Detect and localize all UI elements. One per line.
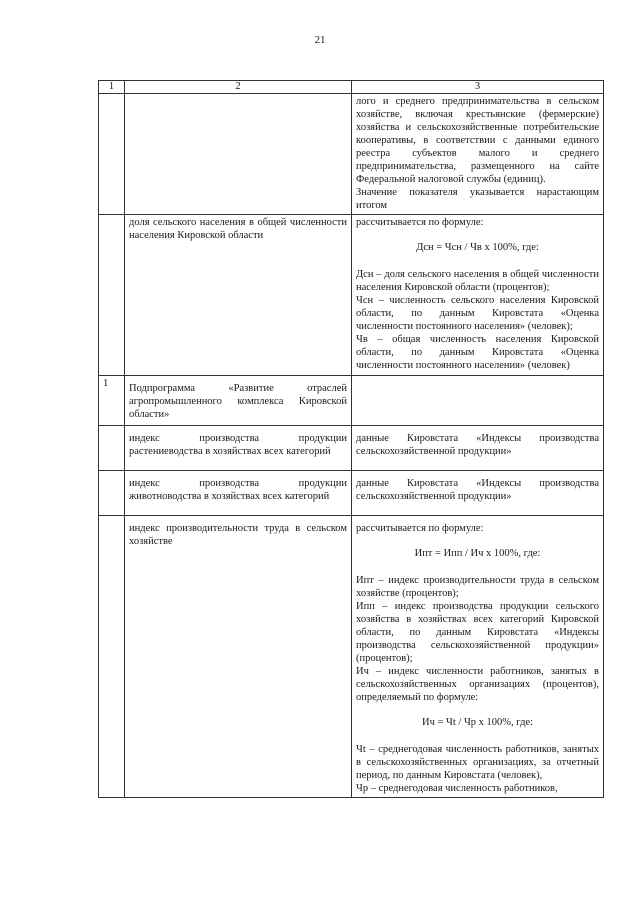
table-header-row (99, 81, 604, 94)
calculation-method (352, 94, 604, 215)
table-row (99, 215, 604, 376)
indicator-name (125, 94, 352, 215)
indicator-name: доля сельского населения в общей численности населения Кировской области (125, 215, 352, 376)
calculation-method (352, 376, 604, 426)
page-number: 21 (314, 34, 326, 46)
row-number (99, 471, 125, 516)
row-number (99, 516, 125, 798)
calculation-method: данные Кировстата «Индексы производства сельскохозяйственной продукции» (352, 426, 604, 471)
header-col-2: 2 (125, 81, 352, 94)
table-row (99, 471, 604, 516)
table-row (99, 516, 604, 798)
calculation-method (352, 215, 604, 376)
table-row (99, 376, 604, 426)
formula-definition: Ич – индекс численности работников, занятых в сельскохозяйственных организациях (процентов), определяемый по формуле: (356, 666, 599, 703)
indicator-name: индекс производства продукции растениеводства в хозяйствах всех категорий (125, 426, 352, 471)
calculation-method (352, 516, 604, 798)
method-text: Значение показателя указывается нарастающим итогом (356, 187, 599, 211)
method-text: лого и среднего предпринимательства в сельском хозяйстве, включая крестьянские (фермерские) хозяйства и сельскохозяйственные потребительские кооперативы, в соответствии с данными единого реестра субъектов малого и среднего предпринимательства, размещенного на сайте Федеральной налоговой службы (единиц). (356, 96, 599, 185)
formula-definition: Чв – общая численность населения Кировской области, по данным Кировстата «Оценка численности постоянного населения» (человек) (356, 334, 599, 371)
row-number: 1 (99, 376, 125, 426)
scan-mark: · (36, 876, 38, 882)
header-col-3: 3 (352, 81, 604, 94)
table-row (99, 426, 604, 471)
header-col-1: 1 (99, 81, 125, 94)
formula-definition: Чр – среднегодовая численность работников, (356, 783, 558, 794)
table-row (99, 94, 604, 215)
formula-definition: Дсн – доля сельского населения в общей численности населения Кировской области (процентов); (356, 269, 599, 293)
formula-definition: Ипп – индекс производства продукции сельского хозяйства в хозяйствах всех категорий Кировской области, по данным Кировстата «Индексы производства сельскохозяйственной продукции» (процентов); (356, 601, 599, 664)
row-number (99, 215, 125, 376)
formula-definition: Ипт – индекс производительности труда в сельском хозяйстве (процентов); (356, 575, 599, 599)
formula: Дсн = Чсн / Чв x 100%, где: (416, 242, 539, 253)
formula-definition: Чсн – численность сельского населения Кировской области, по данным Кировстата «Оценка численности постоянного населения» (человек); (356, 295, 599, 332)
calculation-method: данные Кировстата «Индексы производства сельскохозяйственной продукции» (352, 471, 604, 516)
formula: Ипт = Ипп / Ич x 100%, где: (414, 548, 541, 559)
indicator-name: индекс производства продукции животноводства в хозяйствах всех категорий (125, 471, 352, 516)
indicator-table (98, 80, 604, 798)
formula-definition: Чt – среднегодовая численность работников, занятых в сельскохозяйственных организациях, за отчетный период, по данным Кировстата (человек), (356, 744, 599, 781)
method-intro: рассчитывается по формуле: (356, 523, 484, 534)
formula: Ич = Чt / Чр x 100%, где: (422, 717, 533, 728)
indicator-name: индекс производительности труда в сельском хозяйстве (125, 516, 352, 798)
method-intro: рассчитывается по формуле: (356, 217, 484, 228)
row-number (99, 94, 125, 215)
subprogram-title: Подпрограмма «Развитие отраслей агропромышленного комплекса Кировской области» (125, 376, 352, 426)
row-number (99, 426, 125, 471)
